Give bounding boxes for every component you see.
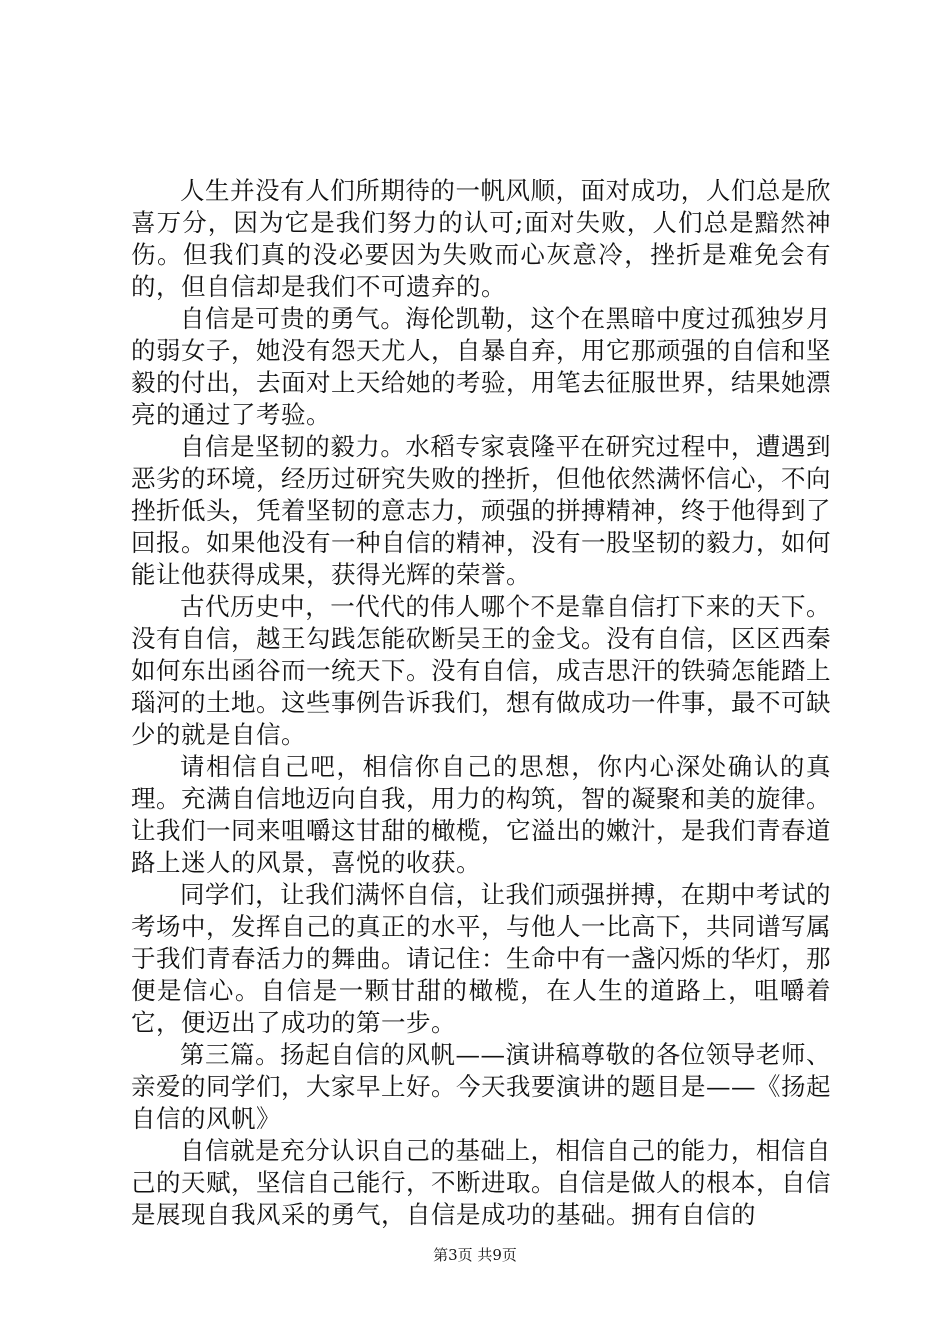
- paragraph-2: 自信是可贵的勇气。海伦凯勒，这个在黑暗中度过孤独岁月的弱女子，她没有怨天尤人，自暴自弃，用它那顽强的自信和坚毅的付出，去面对上天给她的考验，用笔去征服世界，结果她漂亮的通过了考验。: [131, 304, 831, 429]
- paragraph-5: 请相信自己吧，相信你自己的思想，你内心深处确认的真理。充满自信地迈向自我，用力的构筑，智的凝聚和美的旋律。让我们一同来咀嚼这甘甜的橄榄，它溢出的嫩汁，是我们青春道路上迷人的风景，喜悦的收获。: [131, 752, 831, 877]
- paragraph-4: 古代历史中，一代代的伟人哪个不是靠自信打下来的天下。没有自信，越王勾践怎能砍断吴王的金戈。没有自信，区区西秦如何东出函谷而一统天下。没有自信，成吉思汗的铁骑怎能踏上瑙河的土地。这些事例告诉我们，想有做成功一件事，最不可缺少的就是自信。: [131, 592, 831, 749]
- document-body: [131, 175, 831, 1231]
- paragraph-8: 自信就是充分认识自己的基础上，相信自己的能力，相信自己的天赋，坚信自己能行，不断进取。自信是做人的根本，自信是展现自我风采的勇气，自信是成功的基础。拥有自信的: [131, 1136, 831, 1229]
- paragraph-6: 同学们，让我们满怀自信，让我们顽强拼搏，在期中考试的考场中，发挥自己的真正的水平，与他人一比高下，共同谱写属于我们青春活力的舞曲。请记住：生命中有一盏闪烁的华灯，那便是信心。自信是一颗甘甜的橄榄，在人生的道路上，咀嚼着它，便迈出了成功的第一步。: [131, 880, 831, 1037]
- paragraph-3: 自信是坚韧的毅力。水稻专家袁隆平在研究过程中，遭遇到恶劣的环境，经历过研究失败的挫折，但他依然满怀信心，不向挫折低头，凭着坚韧的意志力，顽强的拼搏精神，终于他得到了回报。如果他没有一种自信的精神，没有一股坚韧的毅力，如何能让他获得成果，获得光辉的荣誉。: [131, 432, 831, 589]
- paragraph-1: 人生并没有人们所期待的一帆风顺，面对成功，人们总是欣喜万分，因为它是我们努力的认可;面对失败，人们总是黯然神伤。但我们真的没必要因为失败而心灰意冷，挫折是难免会有的，但自信却是我们不可遗弃的。: [131, 176, 831, 301]
- page-number-footer: 第3页 共9页: [433, 1246, 517, 1264]
- paragraph-7: 第三篇。扬起自信的风帆——演讲稿尊敬的各位领导老师、亲爱的同学们，大家早上好。今天我要演讲的题目是——《扬起自信的风帆》: [131, 1040, 831, 1133]
